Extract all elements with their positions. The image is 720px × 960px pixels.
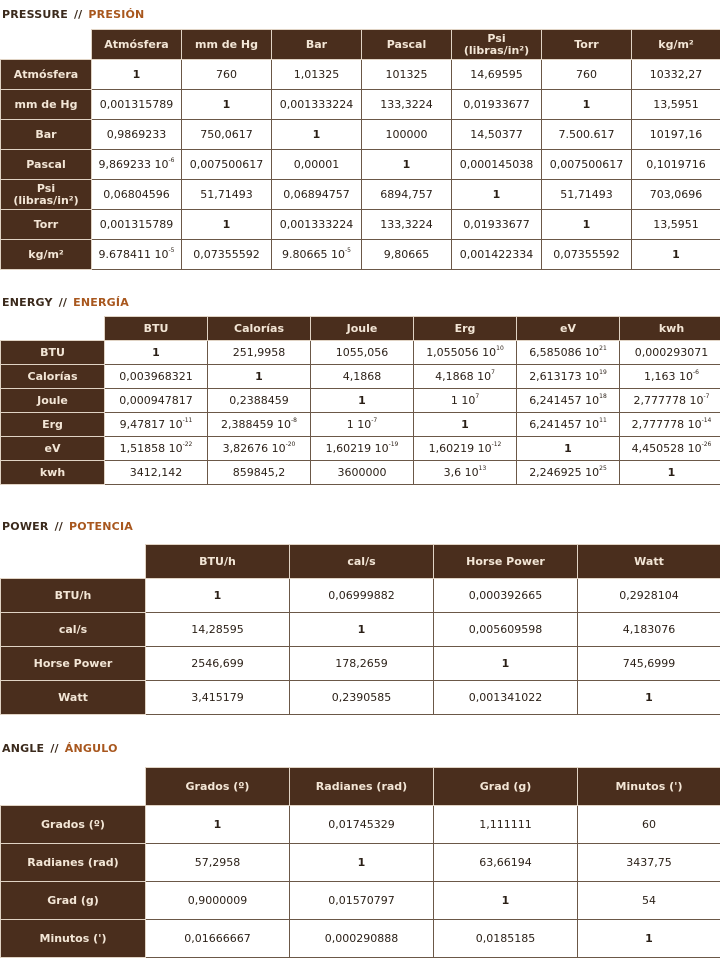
angle-title-es: ÁNGULO [64, 742, 118, 755]
column-header: BTU/h [146, 545, 290, 579]
column-header: Pascal [362, 30, 452, 60]
exponent: 13 [478, 465, 487, 472]
table-cell: 1 [182, 210, 272, 240]
exponent: -11 [182, 417, 193, 424]
pressure-title-en: PRESSURE [2, 8, 68, 21]
table-cell: 1 [362, 150, 452, 180]
exponent: 25 [599, 465, 607, 472]
table-cell: 1 [146, 579, 290, 613]
table-cell: 3,415179 [146, 681, 290, 715]
table-cell: 57,2958 [146, 844, 290, 882]
table-cell: 1055,056 [311, 341, 414, 365]
table-cell: 0,2388459 [208, 389, 311, 413]
column-header: Horse Power [434, 545, 578, 579]
table-cell: 133,3224 [362, 90, 452, 120]
table-cell: 14,28595 [146, 613, 290, 647]
exponent: 11 [599, 417, 607, 424]
table-cell: 1 [272, 120, 362, 150]
table-cell: 63,66194 [434, 844, 578, 882]
table-cell: 4,450528 $10^{-26}$ [620, 437, 720, 461]
table-cell: 0,01745329 [290, 806, 434, 844]
exponent: -7 [371, 417, 378, 424]
table-row [1, 882, 720, 920]
exponent: -5 [345, 247, 351, 254]
table-row [1, 579, 720, 613]
row-header: Atmósfera [1, 60, 92, 90]
table-cell: 0,9869233 [92, 120, 182, 150]
table-cell: 2,777778 $10^{-7}$ [620, 389, 720, 413]
table-row [1, 461, 720, 485]
table-row [1, 90, 720, 120]
column-header: Torr [542, 30, 632, 60]
table-cell: 9,869233 $10^{-6}$ [92, 150, 182, 180]
row-header: Calorías [1, 365, 105, 389]
table-cell: 2,246925 $10^{25}$ [517, 461, 620, 485]
table-cell: 10332,27 [632, 60, 720, 90]
table-cell: 0,001315789 [92, 210, 182, 240]
column-header: Grad (g) [434, 768, 578, 806]
exponent: -6 [168, 157, 175, 164]
table-corner [1, 768, 146, 806]
table-cell: 1,51858 $10^{-22}$ [105, 437, 208, 461]
table-cell: 3600000 [311, 461, 414, 485]
exponent: -5 [168, 247, 175, 254]
power-title [2, 520, 133, 533]
row-header: Grados (º) [1, 806, 146, 844]
table-row [1, 240, 720, 270]
table-cell: 100000 [362, 120, 452, 150]
row-header: Erg [1, 413, 105, 437]
table-cell: 13,5951 [632, 90, 720, 120]
table-cell: 760 [542, 60, 632, 90]
row-header: Watt [1, 681, 146, 715]
table-row [1, 437, 720, 461]
table-cell: 1 [105, 341, 208, 365]
exponent: -19 [388, 441, 399, 448]
table-cell: 0,06894757 [272, 180, 362, 210]
table-cell: 0,001333224 [272, 210, 362, 240]
table-cell: 0,000392665 [434, 579, 578, 613]
table-cell: 4,1868 [311, 365, 414, 389]
exponent: -8 [291, 417, 297, 424]
table-row [1, 341, 720, 365]
table-cell: 14,50377 [452, 120, 542, 150]
table-cell: 1 [311, 389, 414, 413]
table-row [1, 150, 720, 180]
table-cell: 1,60219 $10^{-12}$ [414, 437, 517, 461]
table-cell: 6,585086 $10^{21}$ [517, 341, 620, 365]
row-header: eV [1, 437, 105, 461]
table-cell: 3412,142 [105, 461, 208, 485]
energy-title-sep: // [58, 296, 68, 309]
column-header: Calorías [208, 317, 311, 341]
table-cell: 0,07355592 [182, 240, 272, 270]
table-cell: 1 [517, 437, 620, 461]
table-cell: 859845,2 [208, 461, 311, 485]
table-cell: 9.80665 $10^{-5}$ [272, 240, 362, 270]
column-header: BTU [105, 317, 208, 341]
power-title-sep: // [54, 520, 63, 533]
table-cell: 0,000290888 [290, 920, 434, 958]
column-header: Minutos (') [578, 768, 720, 806]
table-cell: 0,001333224 [272, 90, 362, 120]
row-header: BTU [1, 341, 105, 365]
table-row [1, 920, 720, 958]
table-cell: 14,69595 [452, 60, 542, 90]
energy-title-en: ENERGY [2, 296, 53, 309]
exponent: -20 [285, 441, 296, 448]
exponent: 19 [599, 369, 607, 376]
column-header: eV [517, 317, 620, 341]
table-row [1, 365, 720, 389]
table-row [1, 806, 720, 844]
table-cell: 1,163 $10^{-6}$ [620, 365, 720, 389]
energy-title [2, 296, 129, 309]
table-corner [1, 317, 105, 341]
table-cell: 1 [578, 681, 720, 715]
column-header: cal/s [290, 545, 434, 579]
table-cell: 0,06804596 [92, 180, 182, 210]
table-cell: 0,1019716 [632, 150, 720, 180]
table-cell: 4,1868 $10^7$ [414, 365, 517, 389]
table-corner [1, 30, 92, 60]
table-cell: 745,6999 [578, 647, 720, 681]
row-header: Joule [1, 389, 105, 413]
table-cell: 1 [208, 365, 311, 389]
table-cell: 3,6 $10^{13}$ [414, 461, 517, 485]
exponent: 18 [599, 393, 607, 400]
table-cell: 6894,757 [362, 180, 452, 210]
column-header: mm de Hg [182, 30, 272, 60]
exponent: -14 [701, 417, 712, 424]
table-cell: 6,241457 $10^{11}$ [517, 413, 620, 437]
column-header: Atmósfera [92, 30, 182, 60]
table-cell: 51,71493 [182, 180, 272, 210]
table-cell: 10197,16 [632, 120, 720, 150]
column-header: Grados (º) [146, 768, 290, 806]
table-row [1, 413, 720, 437]
table-cell: 750,0617 [182, 120, 272, 150]
power-title-en: POWER [2, 520, 49, 533]
row-header: Pascal [1, 150, 92, 180]
power-title-es: POTENCIA [69, 520, 133, 533]
angle-title-en: ANGLE [2, 742, 45, 755]
row-header: kg/m² [1, 240, 92, 270]
row-header: cal/s [1, 613, 146, 647]
exponent: 10 [496, 345, 504, 352]
table-cell: 60 [578, 806, 720, 844]
column-header: Watt [578, 545, 720, 579]
table-cell: 1 [542, 210, 632, 240]
table-cell: 0,2390585 [290, 681, 434, 715]
table-cell: 0,2928104 [578, 579, 720, 613]
table-cell: 0,001341022 [434, 681, 578, 715]
table-cell: 9.678411 $10^{-5}$ [92, 240, 182, 270]
table-corner [1, 545, 146, 579]
table-cell: 1 [92, 60, 182, 90]
pressure-table [0, 29, 720, 270]
table-row [1, 389, 720, 413]
table-cell: 0,06999882 [290, 579, 434, 613]
table-cell: 3437,75 [578, 844, 720, 882]
table-cell: 1 $10^7$ [414, 389, 517, 413]
column-header: Radianes (rad) [290, 768, 434, 806]
table-cell: 0,00001 [272, 150, 362, 180]
table-cell: 2,613173 $10^{19}$ [517, 365, 620, 389]
table-row [1, 60, 720, 90]
table-cell: 1 [434, 647, 578, 681]
table-cell: 0,001422334 [452, 240, 542, 270]
angle-title-sep: // [50, 742, 59, 755]
table-row [1, 120, 720, 150]
row-header: BTU/h [1, 579, 146, 613]
row-header: Psi (libras/in²) [1, 180, 92, 210]
table-cell: 251,9958 [208, 341, 311, 365]
table-cell: 2546,699 [146, 647, 290, 681]
table-cell: 2,388459 $10^{-8}$ [208, 413, 311, 437]
table-cell: 0,01666667 [146, 920, 290, 958]
table-cell: 0,007500617 [182, 150, 272, 180]
exponent: -12 [491, 441, 502, 448]
table-cell: 1 [146, 806, 290, 844]
table-cell: 1 [290, 613, 434, 647]
table-cell: 3,82676 $10^{-20}$ [208, 437, 311, 461]
table-cell: 760 [182, 60, 272, 90]
exponent: 7 [475, 393, 480, 400]
exponent: -22 [182, 441, 193, 448]
exponent: -26 [701, 441, 712, 448]
column-header: Erg [414, 317, 517, 341]
table-cell: 1 [632, 240, 720, 270]
table-cell: 1 [182, 90, 272, 120]
table-cell: 0,000145038 [452, 150, 542, 180]
table-cell: 2,777778 $10^{-14}$ [620, 413, 720, 437]
row-header: Minutos (') [1, 920, 146, 958]
table-cell: 0,07355592 [542, 240, 632, 270]
row-header: Bar [1, 120, 92, 150]
table-cell: 51,71493 [542, 180, 632, 210]
table-cell: 1 [434, 882, 578, 920]
exponent: -6 [693, 369, 699, 376]
row-header: Grad (g) [1, 882, 146, 920]
table-row [1, 613, 720, 647]
column-header: kwh [620, 317, 720, 341]
table-cell: 6,241457 $10^{18}$ [517, 389, 620, 413]
table-row [1, 180, 720, 210]
table-cell: 4,183076 [578, 613, 720, 647]
energy-title-es: ENERGÍA [73, 296, 129, 309]
table-cell: 0,01933677 [452, 90, 542, 120]
table-cell: 1,111111 [434, 806, 578, 844]
table-cell: 0,01933677 [452, 210, 542, 240]
table-row [1, 647, 720, 681]
table-cell: 0,9000009 [146, 882, 290, 920]
table-cell: 0,005609598 [434, 613, 578, 647]
table-cell: 703,0696 [632, 180, 720, 210]
energy-table [0, 316, 720, 485]
column-header: Psi (libras/in²) [452, 30, 542, 60]
table-cell: 0,0185185 [434, 920, 578, 958]
table-cell: 54 [578, 882, 720, 920]
pressure-title-es: PRESIÓN [88, 8, 145, 21]
table-cell: 7.500.617 [542, 120, 632, 150]
table-cell: 9,47817 $10^{-11}$ [105, 413, 208, 437]
table-cell: 133,3224 [362, 210, 452, 240]
table-row [1, 681, 720, 715]
table-cell: 0,000293071 [620, 341, 720, 365]
table-cell: 178,2659 [290, 647, 434, 681]
angle-title [2, 742, 118, 755]
pressure-title-sep: // [73, 8, 83, 21]
table-row [1, 210, 720, 240]
table-cell: 1 [452, 180, 542, 210]
exponent: 21 [599, 345, 607, 352]
row-header: mm de Hg [1, 90, 92, 120]
table-cell: 0,007500617 [542, 150, 632, 180]
column-header: Joule [311, 317, 414, 341]
column-header: kg/m² [632, 30, 720, 60]
table-cell: 1,01325 [272, 60, 362, 90]
row-header: Radianes (rad) [1, 844, 146, 882]
pressure-title [2, 8, 144, 21]
table-cell: 0,001315789 [92, 90, 182, 120]
row-header: kwh [1, 461, 105, 485]
power-table [0, 544, 720, 715]
table-cell: 0,000947817 [105, 389, 208, 413]
row-header: Torr [1, 210, 92, 240]
exponent: -7 [703, 393, 710, 400]
table-cell: 1,60219 $10^{-19}$ [311, 437, 414, 461]
table-cell: 9,80665 [362, 240, 452, 270]
table-cell: 1 [414, 413, 517, 437]
table-cell: 1 [542, 90, 632, 120]
table-cell: 1 [578, 920, 720, 958]
table-cell: 0,01570797 [290, 882, 434, 920]
table-cell: 1 [620, 461, 720, 485]
table-cell: 1,055056 $10^{10}$ [414, 341, 517, 365]
column-header: Bar [272, 30, 362, 60]
table-cell: 1 $10^{-7}$ [311, 413, 414, 437]
table-cell: 13,5951 [632, 210, 720, 240]
table-cell: 101325 [362, 60, 452, 90]
row-header: Horse Power [1, 647, 146, 681]
table-cell: 0,003968321 [105, 365, 208, 389]
angle-table [0, 767, 720, 958]
exponent: 7 [491, 369, 495, 376]
table-cell: 1 [290, 844, 434, 882]
table-row [1, 844, 720, 882]
